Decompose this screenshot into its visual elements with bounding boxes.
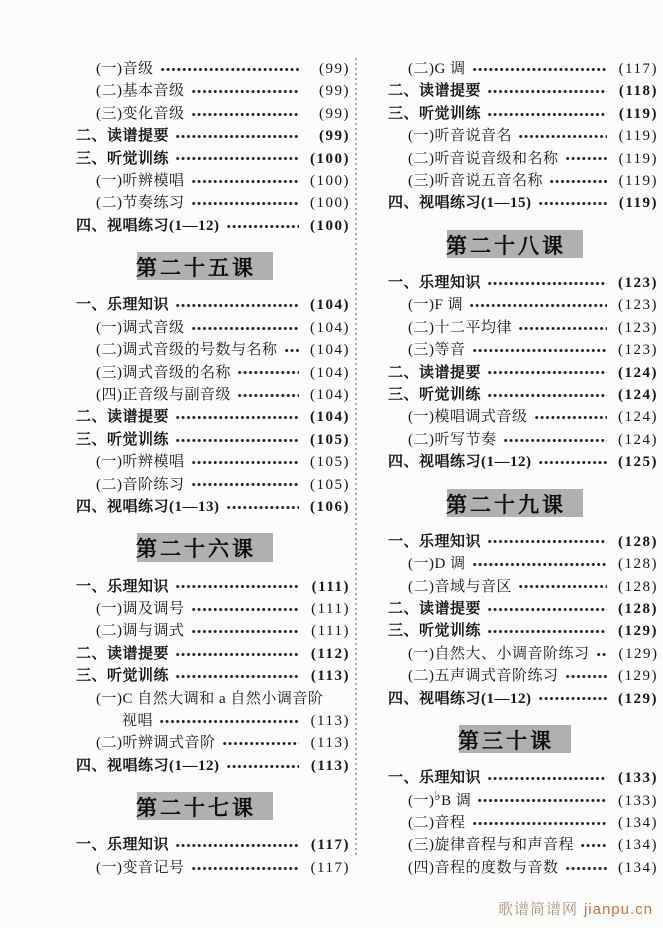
dot-leader — [175, 579, 299, 594]
toc-entry — [372, 170, 658, 192]
toc-entry — [60, 732, 350, 754]
toc-entry — [60, 857, 350, 879]
toc-entry-page-number: (119) — [618, 173, 658, 190]
toc-entry-page-number: (99) — [319, 83, 350, 100]
dot-leader — [518, 129, 607, 144]
toc-entry-label: (四)音程的度数与音数 — [408, 859, 559, 876]
lesson-heading-text: 第二十六课 — [136, 538, 256, 562]
toc-entry-page-number: (119) — [618, 150, 658, 167]
toc-entry — [60, 80, 350, 102]
toc-entry — [372, 451, 658, 473]
toc-entry-page-number: (124) — [618, 431, 658, 448]
toc-entry-label: (一)C 自然大调和 a 自然小调音阶 — [96, 690, 324, 707]
toc-entry-page-number: (112) — [310, 645, 350, 662]
toc-entry — [372, 643, 658, 665]
toc-entry-label: (一)变音记号 — [96, 859, 185, 876]
toc-entry-page-number: (129) — [618, 623, 658, 640]
toc-entry-label: 二、读谱提要 — [388, 364, 482, 381]
toc-entry — [372, 192, 658, 214]
toc-column-right — [372, 58, 658, 879]
toc-entry — [60, 755, 350, 777]
toc-entry — [60, 643, 350, 665]
toc-entry-page-number: (113) — [310, 757, 350, 774]
toc-entry — [372, 620, 658, 642]
watermark-site-url: jianpu.cn — [583, 901, 653, 918]
dot-leader — [226, 219, 300, 234]
toc-column-left — [60, 58, 350, 879]
dot-leader — [477, 793, 607, 808]
lesson-heading-text: 第三十课 — [458, 730, 554, 754]
toc-entry-page-number: (128) — [618, 533, 658, 550]
dot-leader — [487, 276, 607, 291]
toc-entry-label: 三、听觉训练 — [388, 387, 482, 404]
toc-entry — [60, 406, 350, 428]
dot-leader — [538, 196, 608, 211]
toc-entry-page-number: (134) — [618, 859, 658, 876]
toc-entry-label: (一)调及调号 — [96, 601, 185, 617]
dot-leader — [487, 365, 607, 380]
dot-leader — [580, 838, 607, 853]
toc-entry-label: (二)基本音级 — [96, 83, 185, 100]
toc-entry-page-number: (100) — [310, 195, 350, 212]
dot-leader — [518, 321, 607, 336]
toc-entry — [372, 339, 658, 361]
toc-entry-page-number: (125) — [618, 454, 658, 471]
toc-entry — [372, 767, 658, 789]
toc-entry — [60, 598, 350, 620]
toc-entry-label: 四、视唱练习(1—15) — [388, 195, 532, 212]
toc-entry-label: 三、听觉训练 — [76, 150, 170, 167]
toc-entry — [60, 103, 350, 125]
toc-entry-page-number: (128) — [618, 578, 658, 595]
dot-leader — [159, 714, 299, 729]
dot-leader — [191, 107, 300, 122]
toc-entry-label: (一)听音说音名 — [408, 128, 512, 145]
toc-entry-page-number: (105) — [310, 476, 350, 493]
lesson-heading — [372, 489, 658, 517]
toc-entry-label: (三)调式音级的名称 — [96, 364, 231, 381]
toc-entry-page-number: (117) — [618, 61, 658, 77]
dot-leader — [487, 624, 607, 639]
toc-entry-label: 二、读谱提要 — [76, 128, 170, 145]
toc-entry-page-number: (133) — [618, 770, 658, 787]
dot-leader — [472, 816, 608, 831]
toc-entry-page-number: (104) — [310, 409, 350, 426]
toc-entry-label: 一、乐理知识 — [388, 770, 482, 787]
toc-entry-label: (二)音阶练习 — [96, 476, 185, 493]
dot-leader — [191, 174, 300, 189]
toc-entry-label: 一、乐理知识 — [388, 533, 482, 550]
toc-entry-label: 四、视唱练习(1—12) — [388, 690, 532, 707]
dot-leader — [469, 298, 607, 313]
toc-entry-label: 四、视唱练习(1—12) — [76, 757, 220, 774]
toc-entry — [372, 58, 658, 80]
lesson-heading-highlight — [137, 792, 273, 820]
toc-entry-label: 三、听觉训练 — [388, 105, 482, 122]
dot-leader — [175, 838, 299, 853]
toc-entry-page-number: (117) — [310, 859, 350, 876]
toc-entry — [372, 531, 658, 553]
lesson-block — [372, 725, 658, 879]
toc-entry — [372, 317, 658, 339]
dot-leader — [538, 691, 608, 706]
toc-entry-page-number: (123) — [618, 319, 658, 336]
dot-leader — [487, 388, 607, 403]
toc-entry-page-number: (119) — [618, 128, 658, 145]
dot-leader — [191, 477, 300, 492]
dot-leader — [175, 433, 299, 448]
toc-entry-label: (二)音域与音区 — [408, 578, 512, 595]
toc-entry — [60, 362, 350, 384]
toc-entry-page-number: (123) — [618, 274, 658, 291]
toc-entry-label: (三)听音说五音名称 — [408, 173, 543, 190]
dot-leader — [226, 500, 300, 515]
toc-entry-page-number: (123) — [618, 342, 658, 359]
lesson-block — [60, 58, 350, 237]
dot-leader — [175, 410, 299, 425]
column-divider-dotted-rule — [355, 58, 357, 856]
dot-leader — [549, 174, 607, 189]
toc-entry-page-number: (128) — [618, 601, 658, 617]
dot-leader — [191, 861, 300, 876]
toc-entry — [372, 553, 658, 575]
toc-entry-label: (二)听音说音级和名称 — [408, 150, 559, 167]
toc-entry — [60, 317, 350, 339]
toc-entry-page-number: (113) — [310, 735, 350, 752]
toc-entry-label: (二)听写节奏 — [408, 431, 497, 448]
toc-entry — [60, 834, 350, 856]
lesson-block — [60, 792, 350, 879]
toc-entry-label: (一)♭B 调 — [408, 787, 472, 809]
lesson-heading — [60, 533, 350, 561]
lesson-block — [372, 230, 658, 474]
toc-entry-label: 四、视唱练习(1—13) — [76, 499, 220, 516]
toc-entry-label: 一、乐理知识 — [76, 297, 170, 314]
toc-entry-page-number: (111) — [311, 623, 350, 640]
toc-entry-page-number: (104) — [310, 387, 350, 404]
toc-entry-page-number: (124) — [618, 409, 658, 426]
toc-entry-label: 三、听觉训练 — [76, 431, 170, 448]
toc-entry-page-number: (105) — [310, 454, 350, 471]
toc-entry-label: 四、视唱练习(1—12) — [76, 217, 220, 234]
dot-leader — [191, 455, 300, 470]
toc-entry-label: (一)D 调 — [408, 556, 466, 573]
toc-entry — [60, 474, 350, 496]
dot-leader — [503, 433, 608, 448]
toc-entry-label: (二)调式音级的号数与名称 — [96, 342, 278, 359]
dot-leader — [175, 669, 299, 684]
dot-leader — [472, 557, 607, 572]
toc-entry-label: 三、听觉训练 — [388, 623, 482, 640]
toc-entry — [60, 215, 350, 237]
dot-leader — [472, 343, 608, 358]
lesson-heading-text: 第二十九课 — [446, 493, 566, 517]
toc-entry-label: 二、读谱提要 — [76, 409, 170, 426]
dot-leader — [284, 343, 300, 358]
toc-entry-label: (一)F 调 — [408, 297, 464, 314]
dot-leader — [191, 602, 300, 617]
watermark-site-name: 歌谱简谱网 — [497, 901, 578, 918]
toc-entry-page-number: (128) — [618, 556, 658, 573]
toc-entry — [372, 787, 658, 812]
toc-entry — [372, 812, 658, 834]
lesson-block — [60, 252, 350, 518]
toc-entry-page-number: (100) — [310, 173, 350, 190]
dot-leader — [160, 62, 300, 77]
dot-leader — [487, 534, 607, 549]
toc-entry-page-number: (134) — [618, 814, 658, 831]
toc-entry — [372, 148, 658, 170]
dot-leader — [565, 151, 608, 166]
dot-leader — [534, 410, 608, 425]
dot-leader — [191, 196, 300, 211]
lesson-heading — [60, 792, 350, 820]
toc-entry — [60, 125, 350, 147]
toc-entry-page-number: (100) — [310, 150, 350, 167]
dot-leader — [237, 388, 299, 403]
toc-entry-label: (一)自然大、小调音阶练习 — [408, 645, 590, 662]
toc-entry — [372, 272, 658, 294]
toc-entry — [372, 406, 658, 428]
toc-entry-page-number: (119) — [618, 105, 658, 122]
dot-leader — [237, 365, 299, 380]
toc-entry — [372, 688, 658, 710]
toc-entry-label: (一)听辨模唱 — [96, 173, 185, 190]
lesson-heading-highlight — [137, 533, 273, 561]
toc-entry-label: 视唱 — [122, 713, 154, 730]
dot-leader — [226, 759, 300, 774]
dot-leader — [565, 669, 608, 684]
toc-entry — [372, 384, 658, 406]
toc-entry — [372, 665, 658, 687]
toc-entry-label: 一、乐理知识 — [76, 837, 170, 854]
toc-entry-label: (二)节奏练习 — [96, 195, 185, 212]
lesson-heading — [372, 230, 658, 258]
toc-entry — [60, 192, 350, 214]
toc-entry — [372, 576, 658, 598]
toc-entry-page-number: (134) — [618, 837, 658, 854]
toc-entry — [372, 834, 658, 856]
toc-entry-label: 三、听觉训练 — [76, 668, 170, 685]
dot-leader — [596, 647, 608, 662]
toc-entry — [60, 339, 350, 361]
toc-entry-page-number: (111) — [311, 578, 350, 595]
toc-entry — [60, 688, 350, 710]
toc-entry-label: (一)调式音级 — [96, 319, 185, 336]
dot-leader — [222, 736, 300, 751]
toc-entry-page-number: (111) — [311, 601, 350, 617]
toc-entry-label: (二)G 调 — [408, 61, 466, 77]
toc-entry — [372, 294, 658, 316]
toc-entry-page-number: (99) — [319, 128, 350, 145]
toc-entry — [60, 620, 350, 642]
toc-entry — [60, 58, 350, 80]
dot-leader — [518, 579, 607, 594]
toc-entry-page-number: (104) — [310, 297, 350, 314]
dot-leader — [487, 107, 607, 122]
lesson-heading-text: 第二十八课 — [446, 234, 566, 258]
dot-leader — [487, 84, 607, 99]
watermark — [498, 898, 653, 919]
toc-entry-page-number: (100) — [310, 217, 350, 234]
dot-leader — [175, 298, 299, 313]
toc-entry-page-number: (129) — [618, 690, 658, 707]
toc-entry-label: 一、乐理知识 — [388, 274, 482, 291]
toc-entry-label: 四、视唱练习(1—12) — [388, 454, 532, 471]
toc-entry — [60, 148, 350, 170]
toc-entry — [372, 429, 658, 451]
toc-entry-page-number: (123) — [618, 297, 658, 314]
toc-entry-label: (二)音程 — [408, 814, 466, 831]
toc-entry-page-number: (129) — [618, 668, 658, 685]
toc-entry-page-number: (119) — [618, 195, 658, 212]
toc-entry-page-number: (124) — [618, 364, 658, 381]
toc-entry — [60, 294, 350, 316]
toc-entry-label: (一)音级 — [96, 61, 154, 77]
toc-entry-page-number: (117) — [310, 837, 350, 854]
dot-leader — [191, 321, 300, 336]
toc-entry — [60, 170, 350, 192]
toc-entry-label: 二、读谱提要 — [76, 645, 170, 662]
lesson-block — [60, 533, 350, 777]
toc-entry — [372, 103, 658, 125]
toc-entry — [60, 710, 350, 732]
toc-entry — [372, 598, 658, 620]
dot-leader — [191, 84, 300, 99]
toc-entry-page-number: (105) — [310, 431, 350, 448]
toc-entry-label: (三)变化音级 — [96, 105, 185, 122]
dot-leader — [487, 602, 607, 617]
dot-leader — [538, 455, 608, 470]
toc-entry-label: (三)等音 — [408, 342, 466, 359]
lesson-heading-highlight — [447, 230, 583, 258]
toc-entry — [60, 496, 350, 518]
flat-sign: ♭ — [434, 787, 442, 803]
toc-entry-label: 二、读谱提要 — [388, 601, 482, 617]
toc-entry-label: (二)五声调式音阶练习 — [408, 668, 559, 685]
toc-entry-page-number: (129) — [618, 645, 659, 662]
toc-entry-label: (三)旋律音程与和声音程 — [408, 837, 574, 854]
toc-entry-page-number: (104) — [310, 364, 350, 381]
lesson-heading-highlight — [137, 252, 273, 280]
toc-entry — [372, 80, 658, 102]
dot-leader — [565, 861, 608, 876]
toc-entry-label: 二、读谱提要 — [388, 83, 482, 100]
toc-entry-page-number: (118) — [618, 83, 658, 100]
toc-entry — [60, 429, 350, 451]
lesson-heading — [60, 252, 350, 280]
toc-entry-label: (四)正音级与副音级 — [96, 387, 231, 404]
lesson-block — [372, 58, 658, 215]
toc-entry-label: 一、乐理知识 — [76, 578, 170, 595]
dot-leader — [175, 647, 299, 662]
toc-entry-page-number: (113) — [310, 668, 350, 685]
toc-entry-label: (二)十二平均律 — [408, 319, 512, 336]
toc-entry — [60, 451, 350, 473]
toc-entry-page-number: (113) — [310, 713, 350, 730]
dot-leader — [191, 624, 300, 639]
lesson-heading-text: 第二十五课 — [136, 257, 256, 281]
toc-entry — [372, 857, 658, 879]
toc-entry — [372, 125, 658, 147]
lesson-heading-text: 第二十七课 — [136, 797, 256, 821]
toc-entry-label: (二)调与调式 — [96, 623, 185, 640]
toc-entry-label: (一)听辨模唱 — [96, 454, 185, 471]
toc-entry — [60, 576, 350, 598]
toc-entry — [372, 362, 658, 384]
dot-leader — [175, 151, 299, 166]
toc-entry-page-number: (133) — [618, 792, 658, 809]
toc-entry — [60, 384, 350, 406]
dot-leader — [487, 771, 607, 786]
lesson-heading-highlight — [459, 725, 571, 753]
toc-entry — [60, 665, 350, 687]
toc-entry-page-number: (104) — [310, 342, 350, 359]
toc-entry-label: (一)模唱调式音级 — [408, 409, 528, 426]
dot-leader — [472, 62, 607, 77]
dot-leader — [175, 129, 299, 144]
toc-entry-page-number: (106) — [310, 499, 350, 516]
toc-entry-label: (二)听辨调式音阶 — [96, 735, 216, 752]
lesson-heading-highlight — [447, 489, 583, 517]
toc-entry-page-number: (99) — [319, 61, 350, 77]
lesson-block — [372, 489, 658, 710]
lesson-heading — [372, 725, 658, 753]
toc-entry-page-number: (104) — [310, 319, 350, 336]
toc-entry-page-number: (99) — [319, 105, 350, 122]
toc-entry-page-number: (124) — [618, 387, 658, 404]
